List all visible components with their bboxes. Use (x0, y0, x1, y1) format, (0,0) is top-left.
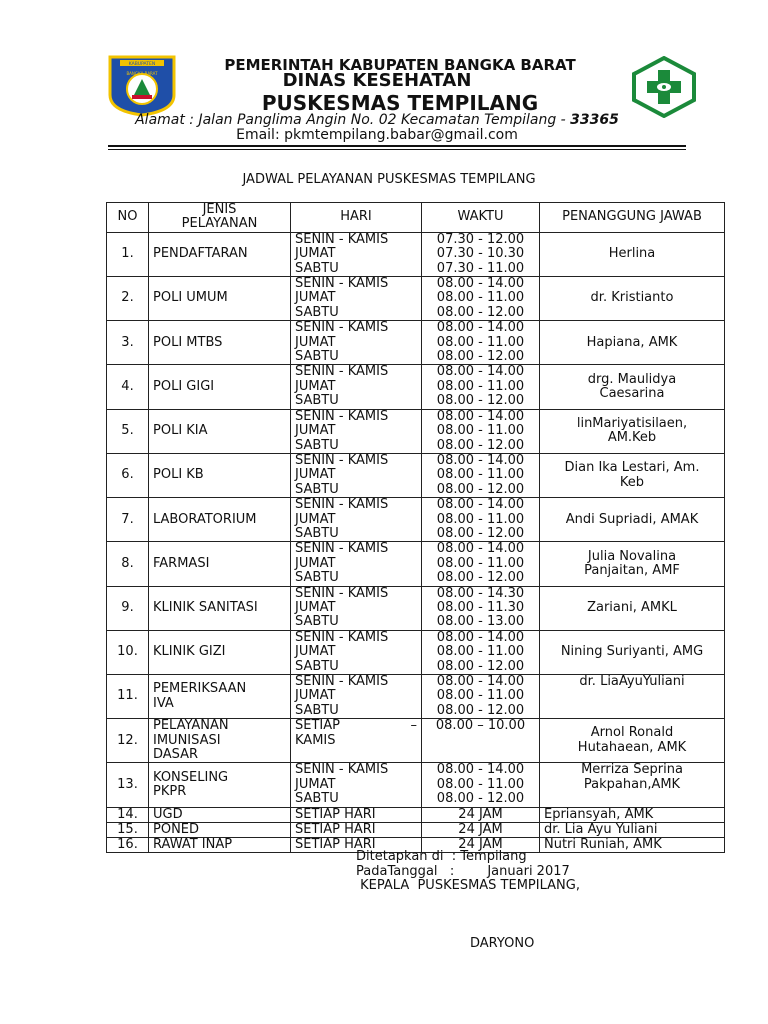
waktu-line: 08.00 - 11.00 (436, 334, 525, 350)
hari-line: JUMAT (295, 246, 336, 262)
cell-waktu (422, 630, 540, 674)
cell-no: 11. (107, 675, 149, 719)
pj-line: dr. Kristianto (590, 290, 674, 306)
waktu-line: 08.00 - 12.00 (436, 525, 525, 541)
waktu-line: 08.00 - 14.00 (436, 629, 525, 645)
waktu-line: 07.30 - 10.30 (436, 246, 525, 262)
table-row (107, 277, 725, 321)
table-row (107, 232, 725, 276)
cell-waktu (422, 277, 540, 321)
hari-line: SENIN - KAMIS (295, 408, 389, 424)
hari-line: SENIN - KAMIS (295, 497, 389, 513)
cell-jenis (149, 586, 291, 630)
table-header-row (107, 203, 725, 233)
table-row (107, 675, 725, 719)
waktu-line: 08.00 - 14.00 (436, 541, 525, 557)
waktu-line: 08.00 – 10.00 (435, 718, 526, 734)
pj-line: linMariyatisilaen, (576, 415, 688, 431)
hari-line: JUMAT (295, 644, 336, 660)
cell-penanggung-jawab: Epriansyah, AMK (540, 807, 725, 822)
cell-jenis (149, 542, 291, 586)
cell-no: 13. (107, 763, 149, 807)
cell-hari: SETIAP HARI (291, 837, 422, 852)
jenis-line: PKPR (153, 784, 187, 800)
pj-line: Hapiana, AMK (586, 334, 678, 350)
hari-line: JUMAT (295, 423, 336, 439)
waktu-line: 08.00 - 12.00 (436, 570, 525, 586)
jenis-line: PEMERIKSAAN (153, 681, 247, 697)
hari-line: JUMAT (295, 334, 336, 350)
cell-jenis: UGD (149, 807, 291, 822)
waktu-line: 08.00 - 12.00 (436, 349, 525, 365)
cell-no: 10. (107, 630, 149, 674)
cell-no: 4. (107, 365, 149, 409)
cell-no: 15. (107, 822, 149, 837)
kop-line-3: PUSKESMAS TEMPILANG (261, 91, 539, 115)
table-row (107, 321, 725, 365)
jenis-line: LABORATORIUM (153, 511, 257, 527)
cell-hari: SETIAP HARI (291, 807, 422, 822)
hari-line: SENIN - KAMIS (295, 276, 389, 292)
cell-penanggung-jawab (540, 542, 725, 586)
waktu-line: 08.00 - 11.00 (436, 423, 525, 439)
cell-penanggung-jawab (540, 630, 725, 674)
tanggal-line: PadaTanggal : Januari 2017 (356, 863, 570, 879)
cell-jenis (149, 498, 291, 542)
cell-no: 12. (107, 719, 149, 763)
cell-penanggung-jawab: Nutri Runiah, AMK (540, 837, 725, 852)
waktu-line: 08.00 - 11.00 (436, 511, 525, 527)
hari-line: SENIN - KAMIS (295, 320, 389, 336)
jenis-line: IMUNISASI (153, 732, 221, 748)
cell-penanggung-jawab (540, 675, 725, 719)
logo-text-top: KABUPATEN (128, 62, 156, 67)
kop-email: Email: pkmtempilang.babar@gmail.com (236, 127, 518, 143)
table-row (107, 807, 725, 822)
pj-line: Hutahaean, AMK (577, 739, 687, 755)
cell-jenis (149, 630, 291, 674)
waktu-line: 07.30 - 12.00 (436, 231, 525, 247)
cell-penanggung-jawab (540, 232, 725, 276)
waktu-line: 08.00 - 11.00 (436, 467, 525, 483)
hari-line: SABTU (295, 304, 339, 320)
cell-hari (291, 498, 422, 542)
table-row (107, 630, 725, 674)
hari-line: SABTU (295, 260, 339, 276)
cell-waktu: 24 JAM (422, 807, 540, 822)
pj-line: Zariani, AMKL (587, 599, 677, 615)
cell-jenis (149, 675, 291, 719)
jenis-line: KLINIK GIZI (153, 644, 226, 660)
hari-dash: – (410, 718, 417, 734)
hari-line: SENIN - KAMIS (295, 231, 389, 247)
cell-no: 8. (107, 542, 149, 586)
jenis-line: FARMASI (153, 555, 210, 571)
table-row (107, 453, 725, 497)
waktu-line: 08.00 - 14.00 (436, 276, 525, 292)
cell-penanggung-jawab: dr. Lia Ayu Yuliani (540, 822, 725, 837)
cell-hari (291, 277, 422, 321)
hari-line: SENIN - KAMIS (295, 585, 389, 601)
waktu-line: 08.00 - 12.00 (436, 658, 525, 674)
cell-hari (291, 453, 422, 497)
header-jenis-line1: JENIS (202, 202, 237, 217)
waktu-line: 08.00 - 12.00 (436, 702, 525, 718)
signer-name: DARYONO (470, 936, 535, 951)
cell-jenis: PONED (149, 822, 291, 837)
pj-line: Arnol Ronald (590, 725, 674, 741)
waktu-line: 08.00 - 12.00 (436, 393, 525, 409)
cell-hari (291, 586, 422, 630)
waktu-line: 08.00 - 11.00 (436, 688, 525, 704)
waktu-line: 08.00 - 14.00 (436, 364, 525, 380)
cell-hari (291, 630, 422, 674)
jenis-line: POLI MTBS (153, 334, 223, 350)
cell-waktu (422, 453, 540, 497)
hari-line: SABTU (295, 525, 339, 541)
waktu-line: 08.00 - 14.00 (436, 674, 525, 689)
header-waktu: WAKTU (422, 203, 540, 233)
table-row (107, 719, 725, 763)
hari-line: JUMAT (295, 467, 336, 483)
waktu-line: 07.30 - 11.00 (436, 260, 525, 276)
jenis-line: POLI KB (153, 467, 204, 483)
cell-hari (291, 321, 422, 365)
pj-line: drg. Maulidya (587, 371, 677, 387)
cell-hari (291, 409, 422, 453)
hari-line: SABTU (295, 437, 339, 453)
signature-block (356, 850, 580, 894)
header-hari: HARI (291, 203, 422, 233)
jenis-line: KONSELING (153, 769, 229, 785)
cell-jenis (149, 321, 291, 365)
waktu-line: 08.00 - 14.00 (436, 452, 525, 468)
pj-line: Dian Ika Lestari, Am. (564, 460, 700, 476)
jenis-line: IVA (153, 695, 174, 711)
cell-penanggung-jawab (540, 498, 725, 542)
pj-line: Nining Suriyanti, AMG (560, 644, 704, 660)
jenis-line: PENDAFTARAN (153, 246, 248, 262)
hari-line: SABTU (295, 349, 339, 365)
hari-line: SABTU (295, 393, 339, 409)
cell-hari (291, 763, 422, 807)
pj-line: AM.Keb (607, 430, 657, 446)
letterhead-rule-thin (108, 149, 686, 150)
cell-waktu (422, 763, 540, 807)
cell-no: 6. (107, 453, 149, 497)
table-row (107, 586, 725, 630)
ditetapkan-line: Ditetapkan di : Tempilang (356, 849, 527, 864)
cell-jenis (149, 232, 291, 276)
waktu-line: 08.00 - 12.00 (436, 791, 525, 807)
waktu-line: 08.00 - 14.30 (436, 585, 525, 601)
waktu-line: 08.00 - 11.00 (436, 290, 525, 306)
hari-line: JUMAT (295, 511, 336, 527)
hari-line: SENIN - KAMIS (295, 364, 389, 380)
cell-penanggung-jawab (540, 321, 725, 365)
waktu-line: 08.00 - 11.00 (436, 555, 525, 571)
cell-penanggung-jawab (540, 719, 725, 763)
table-body (107, 232, 725, 852)
waktu-line: 08.00 - 12.00 (436, 304, 525, 320)
waktu-line: 08.00 - 11.00 (436, 776, 525, 792)
hari-line: SENIN - KAMIS (295, 452, 389, 468)
cell-waktu (422, 586, 540, 630)
cell-waktu (422, 542, 540, 586)
cell-penanggung-jawab (540, 586, 725, 630)
table-row (107, 763, 725, 807)
pj-line: dr. LiaAyuYuliani (579, 674, 685, 689)
jenis-line: POLI GIGI (153, 378, 215, 394)
schedule-table (106, 202, 725, 853)
hari-line: JUMAT (295, 599, 336, 615)
pj-line: Herlina (608, 246, 656, 262)
cell-waktu (422, 321, 540, 365)
header-jenis (149, 203, 291, 233)
pj-line: Pakpahan,AMK (583, 776, 681, 792)
hari-line (295, 719, 417, 733)
hari-line: SABTU (295, 791, 339, 807)
jenis-line: POLI UMUM (153, 290, 228, 306)
cell-penanggung-jawab (540, 763, 725, 807)
pj-line: Julia Novalina (587, 548, 677, 564)
cell-jenis (149, 277, 291, 321)
table-row (107, 822, 725, 837)
cell-waktu (422, 498, 540, 542)
hari-line: SABTU (295, 570, 339, 586)
pj-line: Merriza Seprina (581, 762, 683, 778)
cell-no: 9. (107, 586, 149, 630)
cell-penanggung-jawab (540, 365, 725, 409)
cell-penanggung-jawab (540, 409, 725, 453)
address-postcode: 33365 (570, 112, 619, 128)
header-jenis-line2: PELAYANAN (181, 216, 258, 232)
cell-hari (291, 542, 422, 586)
waktu-line: 08.00 - 14.00 (436, 320, 525, 336)
cell-no: 1. (107, 232, 149, 276)
hari-line: SABTU (295, 658, 339, 674)
jenis-line: POLI KIA (153, 423, 208, 439)
cell-no: 2. (107, 277, 149, 321)
jenis-line: KLINIK SANITASI (153, 599, 258, 615)
cell-hari (291, 232, 422, 276)
hari-line: SABTU (295, 614, 339, 630)
cell-waktu (422, 409, 540, 453)
table-row (107, 365, 725, 409)
kop-line-1: PEMERINTAH KABUPATEN BANGKA BARAT (224, 56, 576, 74)
waktu-line: 08.00 - 12.00 (436, 481, 525, 497)
cell-waktu (422, 365, 540, 409)
waktu-line: 08.00 - 12.00 (436, 437, 525, 453)
hari-line: SABTU (295, 702, 339, 718)
pj-line: Andi Supriadi, AMAK (565, 511, 699, 527)
cell-penanggung-jawab (540, 277, 725, 321)
cell-waktu (422, 719, 540, 763)
cell-jenis: RAWAT INAP (149, 837, 291, 852)
hari-line: SENIN - KAMIS (295, 629, 389, 645)
header-penanggung-jawab: PENANGGUNG JAWAB (540, 203, 725, 233)
kop-line-2: DINAS KESEHATAN (282, 70, 472, 91)
hari-line: KAMIS (295, 732, 336, 748)
hari-line: JUMAT (295, 555, 336, 571)
cell-jenis (149, 365, 291, 409)
hari-word: SETIAP (295, 718, 340, 734)
waktu-line: 08.00 - 14.00 (436, 497, 525, 513)
cell-no: 16. (107, 837, 149, 852)
waktu-line: 08.00 - 14.00 (436, 762, 525, 778)
cell-waktu (422, 232, 540, 276)
cell-jenis (149, 763, 291, 807)
jenis-line: PELAYANAN (153, 718, 229, 734)
address-text: Alamat : Jalan Panglima Angin No. 02 Kecamatan Tempilang - (135, 112, 566, 128)
cell-penanggung-jawab (540, 453, 725, 497)
waktu-line: 08.00 - 11.00 (436, 378, 525, 394)
cell-no: 3. (107, 321, 149, 365)
waktu-line: 08.00 - 11.00 (436, 644, 525, 660)
hari-line: JUMAT (295, 776, 336, 792)
puskesmas-logo-icon (630, 56, 698, 118)
cell-waktu: 24 JAM (422, 837, 540, 852)
logo-text-mid: BANGKA BARAT (126, 71, 158, 76)
pj-line: Caesarina (599, 386, 665, 402)
jenis-line: DASAR (153, 747, 199, 763)
cell-hari: SETIAP HARI (291, 822, 422, 837)
cell-jenis (149, 453, 291, 497)
cell-waktu (422, 675, 540, 719)
cell-hari (291, 719, 422, 763)
cell-jenis (149, 719, 291, 763)
hari-line: SENIN - KAMIS (295, 762, 389, 778)
waktu-line: 08.00 - 13.00 (436, 614, 525, 630)
cell-jenis (149, 409, 291, 453)
waktu-line: 08.00 - 14.00 (436, 408, 525, 424)
pj-line: Panjaitan, AMF (584, 562, 680, 578)
letterhead (0, 0, 768, 160)
header-no: NO (107, 203, 149, 233)
pj-line: Keb (619, 474, 645, 490)
cell-hari (291, 365, 422, 409)
cell-no: 5. (107, 409, 149, 453)
hari-line: JUMAT (295, 290, 336, 306)
cell-no: 14. (107, 807, 149, 822)
hari-line: SABTU (295, 481, 339, 497)
table-row (107, 409, 725, 453)
jabatan-line: KEPALA PUSKESMAS TEMPILANG, (356, 878, 580, 893)
document-title: JADWAL PELAYANAN PUSKESMAS TEMPILANG (242, 172, 536, 187)
letterhead-rule-thick (108, 145, 686, 147)
hari-line: SENIN - KAMIS (295, 674, 389, 689)
hari-line: JUMAT (295, 378, 336, 394)
hari-line: SENIN - KAMIS (295, 541, 389, 557)
cell-hari (291, 675, 422, 719)
waktu-line: 08.00 - 11.30 (436, 599, 525, 615)
cell-waktu: 24 JAM (422, 822, 540, 837)
table-row (107, 542, 725, 586)
table-row (107, 498, 725, 542)
hari-line: JUMAT (295, 688, 336, 704)
cell-no: 7. (107, 498, 149, 542)
